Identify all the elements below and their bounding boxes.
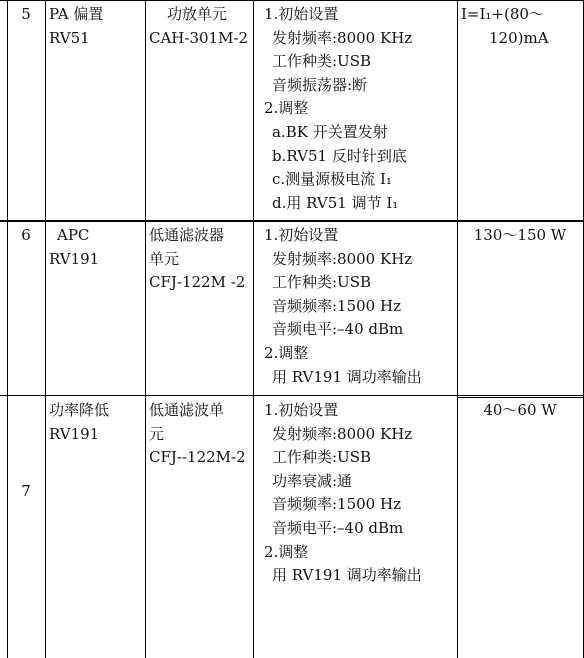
row5-name: PA 偏置 RV51 <box>49 5 104 47</box>
row5-number: 5 <box>21 5 31 23</box>
col-border-3 <box>253 0 254 658</box>
row5-value: I=I₁+(80～ 120)mA <box>461 5 549 47</box>
row6-number: 6 <box>21 226 31 244</box>
row7-procedure: 1.初始设置 发射频率:8000 KHz 工作种类:USB 功率衰减:通 音频频率:1500 Hz 音频电平:–40 dBm 2.调整 用 RV191 调功率输出 <box>264 401 422 585</box>
row5-unit: 功放单元 CAH-301M-2 <box>149 5 249 47</box>
row7-value: 40～60 W <box>483 401 557 419</box>
col-border-1 <box>45 0 46 658</box>
row7-number: 7 <box>21 482 31 500</box>
row7-name: 功率降低 RV191 <box>49 401 110 443</box>
row-border-6-7 <box>0 395 584 396</box>
row-border-5-6 <box>0 220 584 222</box>
row5-procedure: 1.初始设置 发射频率:8000 KHz 工作种类:USB 音频振荡器:断 2.调整 a.BK 开关置发射 b.RV51 反时针到底 c.测量源极电流 I₁ d.用 RV51 调节 I₁ <box>264 5 413 212</box>
col-border-2 <box>145 0 146 658</box>
row6-name: APC RV191 <box>49 226 100 268</box>
row6-procedure: 1.初始设置 发射频率:8000 KHz 工作种类:USB 音频频率:1500 Hz 音频电平:–40 dBm 2.调整 用 RV191 调功率输出 <box>264 226 422 386</box>
row7-value-border <box>457 397 584 398</box>
row6-value: 130～150 W <box>473 226 567 244</box>
col-border-4 <box>457 0 458 658</box>
col-border-0 <box>7 0 8 658</box>
row6-unit: 低通滤波器 单元 CFJ-122M -2 <box>149 226 246 292</box>
row7-unit: 低通滤波单 元 CFJ--122M-2 <box>149 401 246 467</box>
row-border-top <box>0 0 584 1</box>
